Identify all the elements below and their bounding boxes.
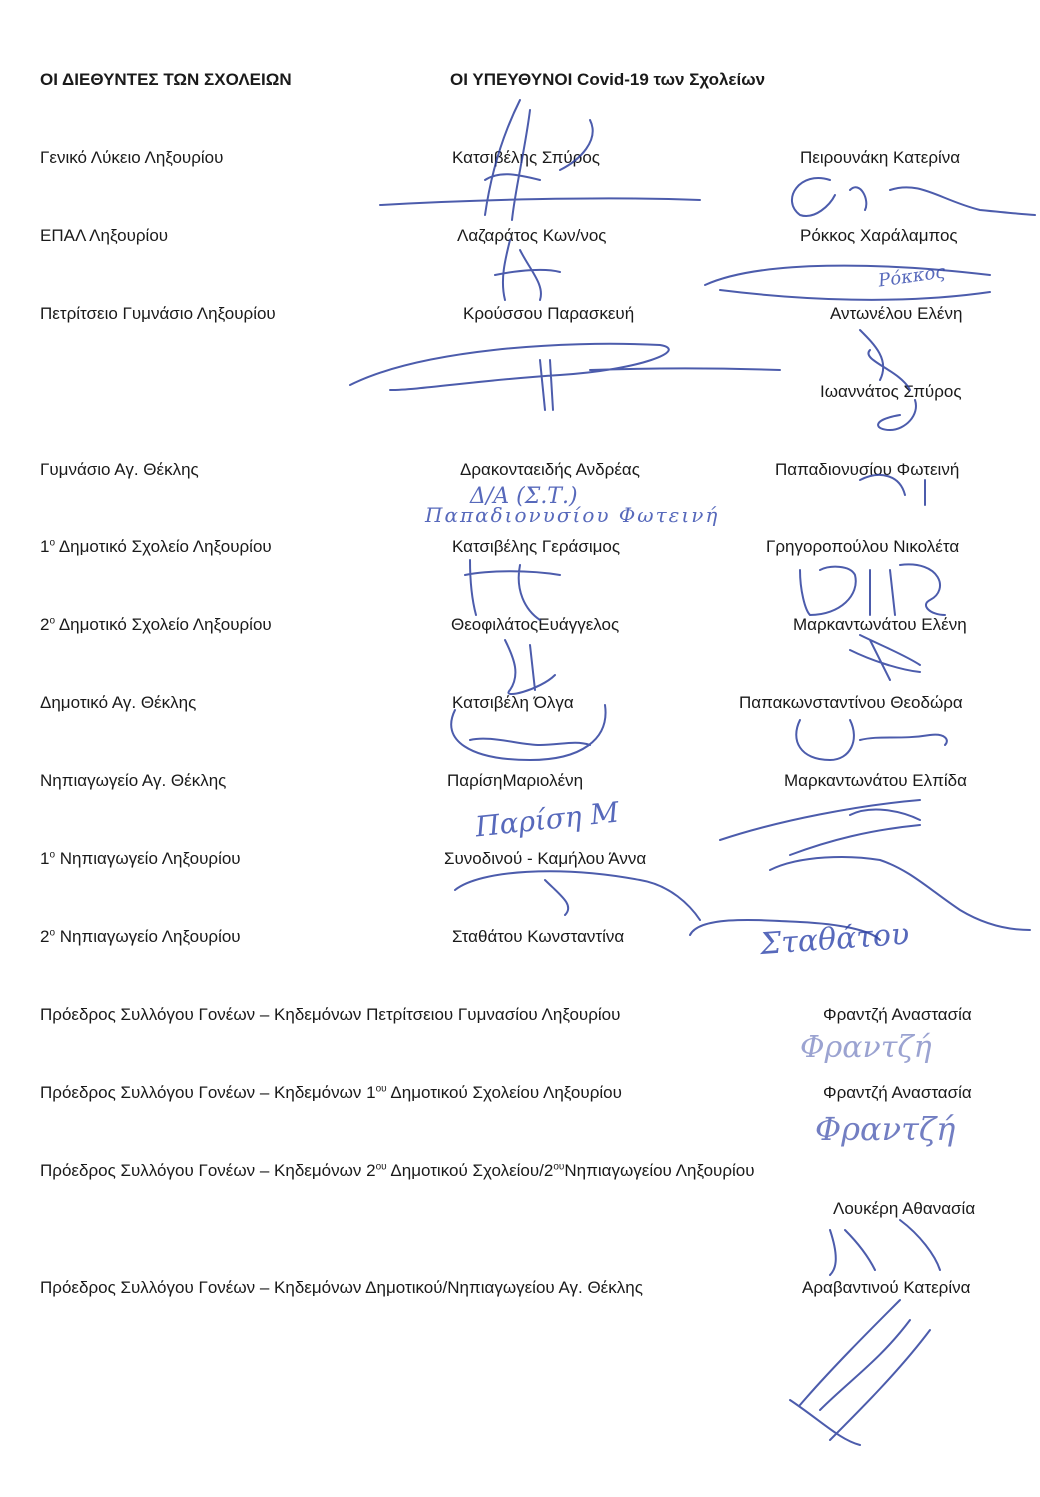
parent-association	[40, 1161, 755, 1181]
ordinal-suffix: ου	[553, 1161, 565, 1173]
school-name: Νηπιαγωγείο Αγ. Θέκλης	[40, 771, 227, 790]
ordinal-suffix: ο	[49, 615, 56, 627]
signature-stroke	[720, 800, 920, 855]
school-name-text: Δημοτικό Σχολείο Ληξουρίου	[55, 537, 272, 556]
signature-stroke	[860, 330, 916, 430]
association-text: Δημοτικού Σχολείου/2	[386, 1161, 554, 1180]
school-number: 2	[40, 615, 50, 634]
association-text: Πρόεδρος Συλλόγου Γονέων – Κηδεμόνων 1	[40, 1083, 376, 1102]
director-name: ΘεοφιλάτοςΕυάγγελος	[451, 615, 620, 634]
parent-president: Αραβαντινού Κατερίνα	[802, 1278, 971, 1297]
parent-association	[40, 1083, 622, 1103]
handwritten-note: Δ/Α (Σ.Τ.)	[470, 484, 578, 509]
signature-stroke	[455, 871, 700, 920]
association-text: Νηπιαγωγείου Ληξουρίου	[564, 1161, 755, 1180]
school-name	[40, 537, 272, 557]
covid-officer: Ρόκκος Χαράλαμπος	[800, 226, 958, 245]
signature-stroke	[505, 640, 555, 694]
school-name	[40, 849, 241, 869]
covid-officer: Γρηγοροπούλου Νικολέτα	[766, 537, 960, 556]
parent-association: Πρόεδρος Συλλόγου Γονέων – Κηδεμόνων Δημοτικού/Νηπιαγωγείου Αγ. Θέκλης	[40, 1278, 643, 1297]
parent-president: Φραντζή Αναστασία	[823, 1005, 972, 1024]
signature-stroke	[465, 560, 560, 620]
school-number: 1	[40, 849, 50, 868]
director-name: Κατσιβέλης Γεράσιμος	[452, 537, 621, 556]
director-name: ΠαρίσηΜαριολένη	[447, 771, 584, 790]
ordinal-suffix: ο	[49, 537, 56, 549]
ordinal-suffix: ο	[49, 927, 56, 939]
director-name: Κατσιβέλη Όλγα	[452, 693, 574, 712]
directors-header: ΟΙ ΔΙΕΘΥΝΤΕΣ ΤΩΝ ΣΧΟΛΕΙΩΝ	[40, 70, 292, 89]
director-name: Σταθάτου Κωνσταντίνα	[452, 927, 625, 946]
parent-association: Πρόεδρος Συλλόγου Γονέων – Κηδεμόνων Πετρίτσειου Γυμνασίου Ληξουρίου	[40, 1005, 621, 1024]
signature-stroke	[800, 564, 945, 615]
school-name-text: Δημοτικό Σχολείο Ληξουρίου	[55, 615, 272, 634]
handwritten-signature: Παρίση Μ	[473, 795, 621, 844]
covid-officer: Ιωαννάτος Σπύρος	[820, 382, 962, 401]
signature-stroke	[495, 240, 560, 300]
school-name-text: Νηπιαγωγείο Ληξουρίου	[55, 849, 241, 868]
ordinal-suffix: ου	[375, 1161, 387, 1173]
covid-officer: Πειρουνάκη Κατερίνα	[800, 148, 961, 167]
director-name: Δρακονταειδής Ανδρέας	[460, 460, 640, 479]
school-name: Γενικό Λύκειο Ληξουρίου	[40, 148, 224, 167]
covid-header: ΟΙ ΥΠΕΥΘΥΝΟΙ Covid-19 των Σχολείων	[450, 70, 766, 89]
covid-officer: Μαρκαντωνάτου Ελένη	[793, 615, 967, 634]
covid-officer: Μαρκαντωνάτου Ελπίδα	[784, 771, 967, 790]
signature-stroke	[830, 1220, 940, 1275]
school-number: 2	[40, 927, 50, 946]
ordinal-suffix: ου	[375, 1083, 387, 1095]
signature-stroke	[796, 720, 947, 760]
school-name: Γυμνάσιο Αγ. Θέκλης	[40, 460, 199, 479]
handwritten-signature: Φραντζή	[800, 1030, 932, 1065]
school-name: Πετρίτσειο Γυμνάσιο Ληξουρίου	[40, 304, 276, 323]
signature-stroke	[705, 266, 990, 300]
association-text: Δημοτικού Σχολείου Ληξουρίου	[386, 1083, 622, 1102]
director-name: Κρούσσου Παρασκευή	[463, 304, 635, 323]
school-name: ΕΠΑΛ Ληξουρίου	[40, 226, 169, 245]
handwritten-signature: Ρόκκος	[876, 261, 947, 292]
association-text: Πρόεδρος Συλλόγου Γονέων – Κηδεμόνων 2	[40, 1161, 376, 1180]
signature-stroke	[850, 635, 920, 680]
school-name-text: Νηπιαγωγείο Ληξουρίου	[55, 927, 241, 946]
signature-stroke	[790, 1300, 930, 1445]
parent-president: Φραντζή Αναστασία	[823, 1083, 972, 1102]
school-name	[40, 615, 272, 635]
signature-stroke	[451, 705, 605, 760]
school-name: Δημοτικό Αγ. Θέκλης	[40, 693, 197, 712]
covid-officer: Παπακωνσταντίνου Θεοδώρα	[739, 693, 963, 712]
covid-officer: Παπαδιονυσίου Φωτεινή	[775, 460, 960, 479]
director-name: Λαζαράτος Κων/νος	[457, 226, 607, 245]
handwritten-signature: Φραντζή	[815, 1110, 956, 1148]
director-name: Κατσιβέλης Σπύρος	[452, 148, 600, 167]
covid-officer: Αντωνέλου Ελένη	[830, 304, 963, 323]
ordinal-suffix: ο	[49, 849, 56, 861]
school-number: 1	[40, 537, 50, 556]
handwritten-signature: Σταθάτου	[758, 916, 911, 963]
director-name: Συνοδινού - Καμήλου Άννα	[444, 849, 647, 868]
signature-stroke	[350, 344, 780, 410]
school-name	[40, 927, 241, 947]
parent-president: Λουκέρη Αθανασία	[833, 1199, 976, 1218]
signature-stroke	[792, 178, 1035, 216]
handwritten-note: Παπαδιονυσίου Φωτεινή	[425, 503, 720, 527]
